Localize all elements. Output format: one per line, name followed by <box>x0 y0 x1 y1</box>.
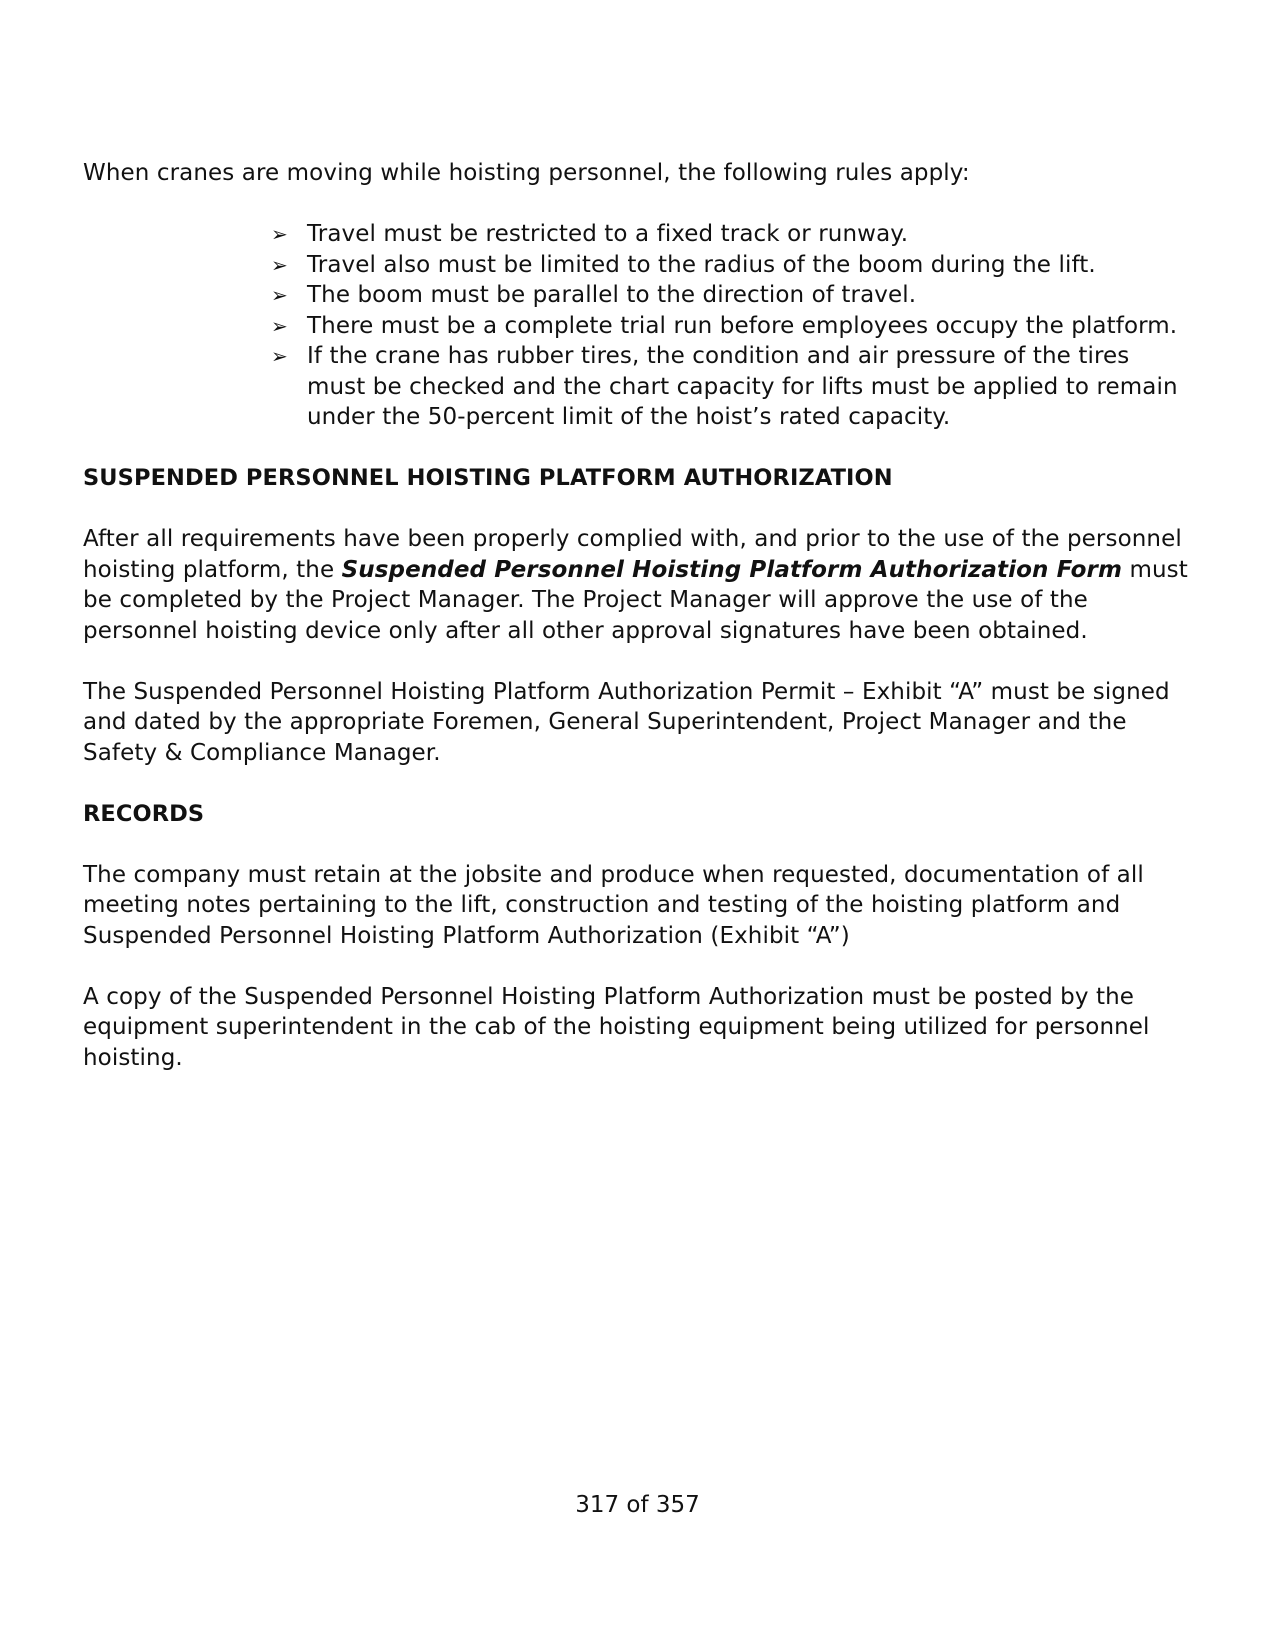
list-item <box>271 341 1193 433</box>
section-heading-records: RECORDS <box>83 800 205 827</box>
records-posting-paragraph: A copy of the Suspended Personnel Hoisting Platform Authorization must be posted by the equipment superintendent in the cab of the hoisting equipment being utilized for personnel hoisting. <box>83 983 1150 1071</box>
list-item-text: Travel also must be limited to the radius of the boom during the lift. <box>307 251 1096 278</box>
intro-paragraph: When cranes are moving while hoisting personnel, the following rules apply: <box>83 160 970 186</box>
list-item-text: If the crane has rubber tires, the condition and air pressure of the tires must be checked and the chart capacity for lifts must be applied to remain under the 50-percent limit of the hoist’s rated capacity. <box>307 343 1178 430</box>
list-item-text: Travel must be restricted to a fixed track or runway. <box>307 221 909 247</box>
arrow-bullet-icon: ➢ <box>271 313 288 338</box>
crane-travel-rules-list <box>83 219 1193 433</box>
list-item <box>271 311 1193 342</box>
list-item <box>271 280 1193 311</box>
authorization-text-end: must be completed by the Project Manager. The Project Manager will approve the use of the personnel hoisting device only after all other approval signatures have been obtained. <box>83 556 1188 644</box>
page-number: 317 of 357 <box>575 1492 700 1518</box>
list-item <box>271 219 1193 250</box>
document-body <box>83 158 1193 1104</box>
list-item <box>271 250 1193 281</box>
records-retention-paragraph: The company must retain at the jobsite and produce when requested, documentation of all meeting notes pertaining to the lift, construction and testing of the hoisting platform and Suspended Personnel Hoisting Platform Authorization (Exhibit “A”) <box>83 861 1144 949</box>
permit-signature-paragraph: The Suspended Personnel Hoisting Platform Authorization Permit – Exhibit “A” must be signed and dated by the appropriate Foremen, General Superintendent, Project Manager and the Safety & Compliance Manager. <box>83 678 1170 766</box>
list-item-text: There must be a complete trial run before employees occupy the platform. <box>307 312 1178 339</box>
arrow-bullet-icon: ➢ <box>271 344 288 368</box>
authorization-text-start: After all requirements have been properly complied with, and prior to the use of the personnel hoisting platform, the <box>83 526 1182 583</box>
arrow-bullet-icon: ➢ <box>271 222 288 246</box>
authorization-paragraph <box>83 524 1193 646</box>
authorization-form-name: Suspended Personnel Hoisting Platform Authorization Form <box>341 556 1123 583</box>
list-item-text: The boom must be parallel to the direction of travel. <box>307 282 917 308</box>
section-heading-authorization: SUSPENDED PERSONNEL HOISTING PLATFORM AUTHORIZATION <box>83 465 893 491</box>
arrow-bullet-icon: ➢ <box>271 283 288 307</box>
arrow-bullet-icon: ➢ <box>271 252 288 277</box>
